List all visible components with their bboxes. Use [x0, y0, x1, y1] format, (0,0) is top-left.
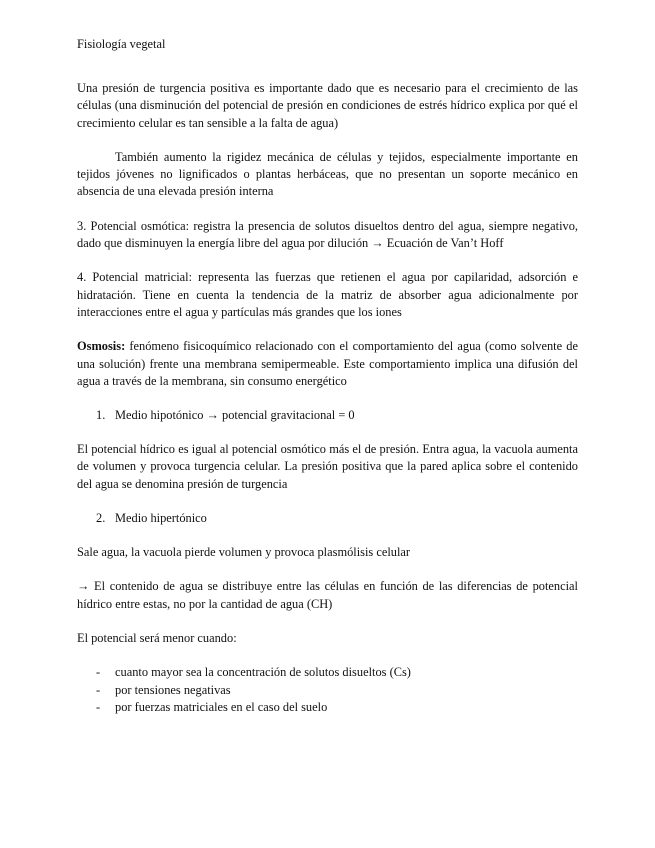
bullet-dash: -	[96, 665, 101, 680]
list-item	[77, 682, 578, 699]
item-number: 2.	[96, 511, 106, 526]
item-text: Medio hipertónico	[115, 511, 207, 526]
paragraph-lower-potential-intro: El potencial será menor cuando:	[77, 630, 237, 645]
paragraph-plasmolysis: Sale agua, la vacuola pierde volumen y provoca plasmólisis celular	[77, 545, 411, 560]
paragraph-turgor-pressure: Una presión de turgencia positiva es importante dado que es necesario para el crecimiento de las células (una disminución del potencial de presión en condiciones de estrés hídrico explica por qué el crecimiento celular es tan sensible a la falta de agua)	[77, 81, 578, 130]
paragraph-water-potential: El potencial hídrico es igual al potencial osmótico más el de presión. Entra agua, la vacuola aumenta de volumen y provoca turgencia celular. La presión positiva que la pared aplica sobre el contenido del agua se denomina presión de turgencia	[77, 442, 578, 491]
list-item-text: cuanto mayor sea la concentración de solutos disueltos (Cs)	[115, 665, 411, 680]
document-page	[77, 36, 578, 716]
bullet-list	[77, 664, 578, 716]
bullet-dash: -	[96, 682, 101, 697]
list-item-text: por fuerzas matriciales en el caso del suelo	[115, 699, 328, 714]
paragraph-osmosis	[77, 338, 578, 390]
numbered-item-hypotonic	[77, 407, 578, 424]
list-item-text: por tensiones negativas	[115, 682, 231, 697]
bullet-dash: -	[96, 699, 101, 714]
paragraph-osmotic-potential: 3. Potencial osmótica: registra la presencia de solutos disueltos dentro del agua, siempre negativo, dado que disminuyen la energía libre del agua por dilución → Ecuación de Van’t Hoff	[77, 218, 578, 251]
page-header: Fisiología vegetal	[77, 37, 166, 51]
list-item	[77, 664, 578, 681]
item-number: 1.	[96, 408, 106, 423]
paragraph-matric-potential: 4. Potencial matricial: representa las fuerzas que retienen el agua por capilaridad, adsorción e hidratación. Tiene en cuenta la tendencia de la matriz de absorber agua adicionalmente por interacciones entre el agua y partículas más grandes que los iones	[77, 270, 578, 319]
paragraph-mechanical-rigidity: También aumento la rigidez mecánica de células y tejidos, especialmente importante en tejidos jóvenes no lignificados o plantas herbáceas, que no presentan un soporte mecánico en absencia de una elevada presión interna	[77, 149, 578, 199]
paragraph-water-distribution: → El contenido de agua se distribuye entre las células en función de las diferencias de potencial hídrico entre estas, no por la cantidad de agua (CH)	[77, 579, 578, 611]
osmosis-term: Osmosis:	[77, 339, 126, 354]
item-text: Medio hipotónico → potencial gravitacional = 0	[115, 408, 355, 423]
numbered-item-hypertonic	[77, 510, 578, 527]
list-item	[77, 699, 578, 716]
osmosis-definition: fenómeno fisicoquímico relacionado con el comportamiento del agua (como solvente de una solución) frente una membrana semipermeable. Este comportamiento implica una difusión del agua a través de la membrana, sin consumo energético	[77, 339, 578, 388]
